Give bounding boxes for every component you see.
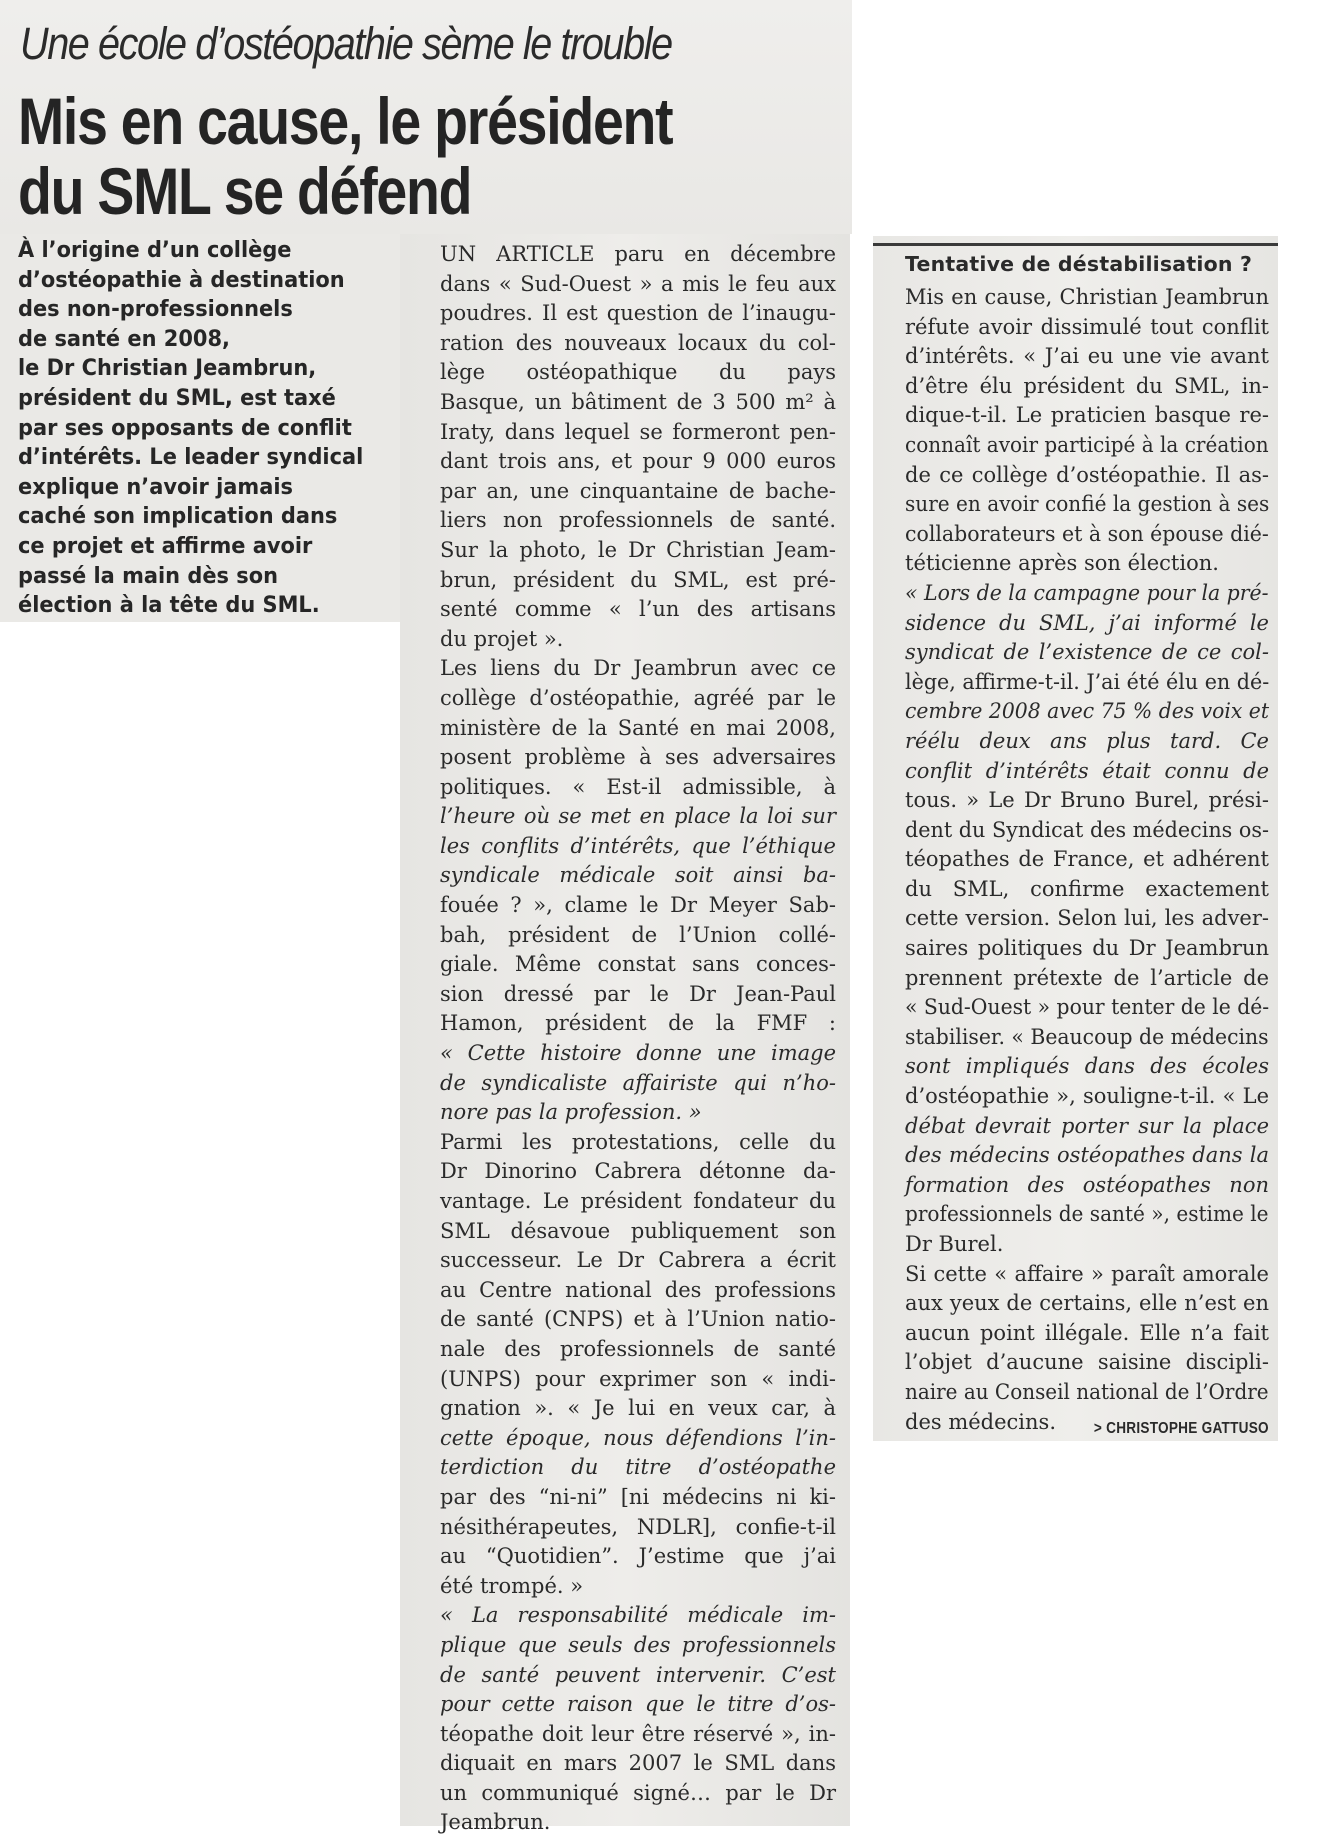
article-main-column <box>440 240 836 1838</box>
body-line: nésithérapeutes, NDLR], confie-t-il <box>440 1514 836 1539</box>
body-line: Les liens du Dr Jeambrun avec ce <box>440 656 836 681</box>
sidebar-line: syndicat de l’existence de ce col- <box>905 640 1269 665</box>
body-line: gnation ». « Je lui en veux car, à <box>440 1396 836 1421</box>
body-line: collège d’ostéopathie, agréé par le <box>440 685 836 710</box>
article-deck <box>18 236 409 621</box>
body-line: posent problème à ses adversaires <box>440 745 836 770</box>
body-line: (UNPS) pour exprimer son « indi- <box>440 1366 836 1391</box>
author-byline: > CHRISTOPHE GATTUSO <box>1094 1419 1269 1437</box>
body-line: dans « Sud-Ouest » a mis le feu aux <box>440 271 836 296</box>
deck-line: ce projet et affirme avoir <box>18 532 313 559</box>
body-line: un communiqué signé… par le Dr <box>440 1780 836 1805</box>
body-line: Hamon, président de la FMF : <box>440 1011 836 1036</box>
body-line: senté comme « l’un des artisans <box>440 597 836 622</box>
body-line: syndicale médicale soit ainsi ba- <box>440 863 836 888</box>
body-line: Dr Dinorino Cabrera détonne da- <box>440 1159 836 1184</box>
sidebar-line: réfute avoir dissimulé tout conflit <box>905 314 1269 339</box>
article-title-line: du SML se défend <box>18 154 472 228</box>
sidebar-line: de ce collège d’ostéopathie. Il as- <box>905 462 1269 487</box>
sidebar-line: dent du Syndicat des médecins os- <box>905 817 1269 842</box>
article-title-line: Mis en cause, le président <box>18 84 673 158</box>
body-line: fouée ? », clame le Dr Meyer Sab- <box>440 893 836 918</box>
sidebar-line: débat devrait porter sur la place <box>905 1113 1269 1138</box>
body-line: Jeambrun. <box>440 1810 551 1835</box>
sidebar-body <box>905 283 1269 1443</box>
sidebar-line: aucun point illégale. Elle n’a fait <box>905 1320 1269 1345</box>
sidebar-line: saires politiques du Dr Jeambrun <box>905 936 1269 961</box>
sidebar-line: tous. » Le Dr Bruno Burel, prési- <box>905 788 1269 813</box>
body-line: nale des professionnels de santé <box>440 1336 836 1361</box>
body-line: sion dressé par le Dr Jean-Paul <box>440 981 836 1006</box>
body-line: vantage. Le président fondateur du <box>440 1189 836 1213</box>
sidebar-line: des médecins ostéopathes dans la <box>905 1143 1269 1168</box>
body-line: « La responsabilité médicale im- <box>440 1603 836 1628</box>
body-line: terdiction du titre d’ostéopathe <box>440 1455 836 1480</box>
body-line: de syndicaliste affairiste qui n’ho- <box>440 1070 836 1095</box>
body-line: téopathe doit leur être réservé », in- <box>440 1721 836 1746</box>
body-line: les conflits d’intérêts, que l’éthique <box>440 833 836 858</box>
body-line: liers non professionnels de santé. <box>440 508 836 533</box>
sidebar-line: prennent prétexte de l’article de <box>905 965 1269 990</box>
body-line: successeur. Le Dr Cabrera a écrit <box>440 1248 836 1273</box>
sidebar-top-rule <box>873 243 1278 246</box>
body-line: été trompé. » <box>440 1573 584 1598</box>
sidebar-line: Dr Burel. <box>905 1232 1004 1256</box>
sidebar-line: téopathes de France, et adhérent <box>905 847 1269 872</box>
body-line: dant trois ans, et pour 9 000 euros <box>440 449 836 474</box>
sidebar-line: téticienne après son élection. <box>905 551 1219 576</box>
body-line: giale. Même constat sans conces- <box>440 952 836 977</box>
body-line: Parmi les protestations, celle du <box>440 1129 836 1154</box>
body-line: brun, président du SML, est pré- <box>440 567 836 592</box>
deck-line: élection à la tête du SML. <box>18 592 320 619</box>
deck-line: par ses opposants de conflit <box>18 414 352 441</box>
deck-line: À l’origine d’un collège <box>18 237 292 263</box>
deck-line: de santé en 2008, <box>18 325 230 352</box>
sidebar-heading: Tentative de déstabilisation ? <box>905 252 1253 276</box>
body-line: « Cette histoire donne une image <box>440 1041 836 1066</box>
sidebar-line: dique-t-il. Le praticien basque re- <box>905 403 1269 428</box>
sidebar-line: conflit d’intérêts était connu de <box>905 758 1269 783</box>
sidebar-line: sidence du SML, j’ai informé le <box>905 610 1269 635</box>
body-line: au Centre national des professions <box>440 1277 836 1302</box>
body-line: poudres. Il est question de l’inaugu- <box>440 301 836 326</box>
deck-line: explique n’avoir jamais <box>18 473 293 500</box>
body-line: de santé (CNPS) et à l’Union natio- <box>440 1307 836 1332</box>
body-line: cette époque, nous défendions l’in- <box>440 1425 836 1450</box>
body-line: de santé peuvent intervenir. C’est <box>440 1662 836 1687</box>
deck-line: d’intérêts. Le leader syndical <box>18 444 364 471</box>
deck-line: président du SML, est taxé <box>18 384 336 411</box>
sidebar-line: collaborateurs et à son épouse dié- <box>905 521 1269 546</box>
sidebar-line: lège, affirme-t-il. J’ai été élu en dé- <box>905 669 1270 694</box>
body-line: diquait en mars 2007 le SML dans <box>440 1751 836 1776</box>
body-line: ministère de la Santé en mai 2008, <box>440 715 836 740</box>
body-line: plique que seuls des professionnels <box>440 1632 836 1657</box>
sidebar-line: Si cette « affaire » paraît amorale <box>905 1261 1269 1286</box>
deck-line: des non-professionnels <box>18 296 293 323</box>
body-line: pour cette raison que le titre d’os- <box>440 1692 836 1717</box>
sidebar-line: réélu deux ans plus tard. Ce <box>905 728 1269 753</box>
sidebar-line: connaît avoir participé à la création <box>905 432 1269 457</box>
body-line: l’heure où se met en place la loi sur <box>440 804 836 829</box>
sidebar-line: « Lors de la campagne pour la pré- <box>905 580 1269 605</box>
sidebar-line: d’intérêts. « J’ai eu une vie avant <box>905 344 1269 369</box>
body-line: politiques. « Est-il admissible, à <box>440 774 836 799</box>
body-line: au “Quotidien”. J’estime que j’ai <box>440 1544 836 1569</box>
body-line: SML désavoue publiquement son <box>440 1218 836 1243</box>
body-line: bah, président de l’Union collé- <box>440 922 836 947</box>
body-line: Sur la photo, le Dr Christian Jeam- <box>440 537 836 562</box>
sidebar-line: stabiliser. « Beaucoup de médecins <box>905 1024 1269 1049</box>
body-line: par des “ni-ni” [ni médecins ni ki- <box>440 1484 836 1509</box>
body-line: ration des nouveaux locaux du col- <box>440 330 836 355</box>
body-line: nore pas la profession. » <box>440 1100 702 1125</box>
deck-line: caché son implication dans <box>18 503 338 530</box>
sidebar-line: sont impliqués dans des écoles <box>905 1054 1269 1079</box>
sidebar-line: naire au Conseil national de l’Ordre <box>905 1379 1269 1404</box>
sidebar-line: professionnels de santé », estime le <box>905 1202 1269 1227</box>
body-line: par an, une cinquantaine de bache- <box>440 478 836 503</box>
body-line: du projet ». <box>440 626 564 651</box>
deck-line: d’ostéopathie à destination <box>18 266 345 293</box>
article-kicker: Une école d’ostéopathie sème le trouble <box>20 18 672 69</box>
sidebar-line: des médecins. > CHRISTOPHE GATTUSO <box>905 1408 1269 1438</box>
sidebar-line: du SML, confirme exactement <box>905 876 1269 901</box>
sidebar-line: d’être élu président du SML, in- <box>905 373 1269 398</box>
sidebar-line: aux yeux de certains, elle n’est en <box>905 1291 1269 1316</box>
sidebar-line: « Sud-Ouest » pour tenter de le dé- <box>905 995 1270 1020</box>
body-line: Iraty, dans lequel se formeront pen- <box>440 419 836 444</box>
sidebar-line: cembre 2008 avec 75 % des voix et <box>905 699 1270 724</box>
deck-line: le Dr Christian Jeambrun, <box>18 355 317 382</box>
body-line: Basque, un bâtiment de 3 500 m² à <box>440 389 836 414</box>
sidebar-line: formation des ostéopathes non <box>905 1172 1269 1197</box>
sidebar-line: Mis en cause, Christian Jeambrun <box>905 285 1269 309</box>
sidebar-line: d’ostéopathie », souligne-t-il. « Le <box>905 1084 1269 1109</box>
body-line: lège ostéopathique du pays <box>440 360 836 385</box>
body-line: UN ARTICLE paru en décembre <box>440 242 836 266</box>
sidebar-line: sure en avoir confié la gestion à ses <box>905 492 1270 517</box>
sidebar-line: cette version. Selon lui, les adver- <box>905 906 1269 931</box>
sidebar-line: l’objet d’aucune saisine discipli- <box>905 1350 1269 1375</box>
deck-line: passé la main dès son <box>18 562 278 589</box>
